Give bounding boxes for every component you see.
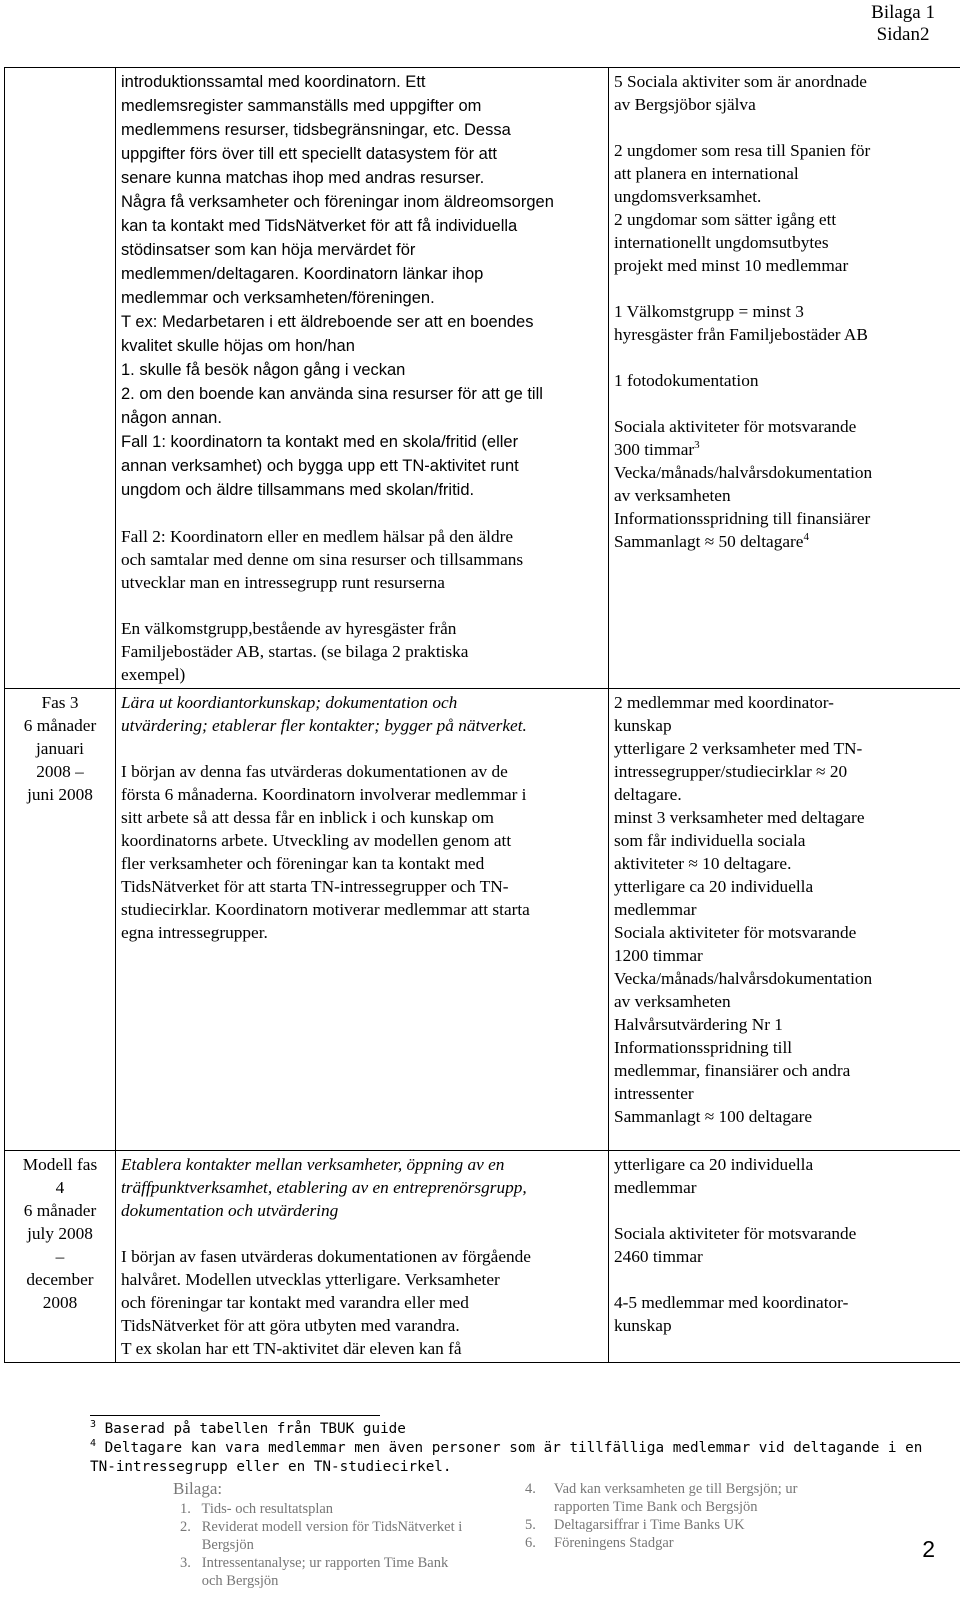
result-text: 1 Välkomstgrupp = minst 3 hyresgäster från Familjebostäder AB xyxy=(614,302,868,344)
result-text: Sociala aktiviteter för motsvarande 300 timmar$^3$ Vecka/månads/halvårsdokumentation av verksamheten Informationsspridning till finansiärer Sammanlagt ≈ 50 deltagare$^4$ xyxy=(614,417,873,551)
result-text: ytterligare ca 20 individuella medlemmar xyxy=(614,1155,814,1197)
result-text: 5 Sociala aktiviter som är anordnade av Bergsjöbor själva xyxy=(614,72,867,114)
plan-table xyxy=(4,67,960,1363)
result-cell xyxy=(609,689,960,1151)
bilaga-title: Bilaga: xyxy=(173,1479,223,1498)
result-cell xyxy=(609,1151,960,1363)
activity-text: introduktionssamtal med koordinatorn. Ett medlemsregister sammanställs med uppgifter om medlemmens resurser, tidsbegränsningar, etc. Dessa uppgifter förs över till ett speciellt datasystem för att senare kunna matchas ihop med andras resurser. Några få verksamheter och föreningar inom äldreomsorgen kan ta kontakt med TidsNätverket för att få individuella stödinsatser som kan höja mervärdet för medlemmen/deltagaren. Koordinatorn länkar ihop medlemmar och verksamheten/föreningen. T ex: Medarbetaren i ett äldreboende ser att en boendes kvalitet skulle höjas om hon/han 1. skulle få besök någon gång i veckan 2. om den boende kan använda sina resurser för att ge till någon annan. Fall 1: koordinatorn ta kontakt med en skola/fritid (eller annan verksamhet) och bygga upp ett TN-aktivitet runt ungdom och äldre tillsammans med skolan/fritid. xyxy=(121,73,554,499)
phase-label: Modell fas 4 6 månader july 2008 – december 2008 xyxy=(22,1155,98,1312)
result-cell xyxy=(609,68,960,689)
activity-text: I början av denna fas utvärderas dokumentationen av de första 6 månaderna. Koordinatorn involverar medlemmar i sitt arbete så att dessa får en inblick i och kunskap om koordinatorns arbete. Utveckling av modellen genom att fler verksamheter och föreningar kan ta kontakt med TidsNätverket för att starta TN-intressegrupper och TN- studiecirklar. Koordinatorn motiverar medlemmar att starta egna intressegrupper. xyxy=(121,762,530,942)
table-row xyxy=(5,68,960,689)
activity-text: En välkomstgrupp,bestående av hyresgäster från Familjebostäder AB, startas. (se bilaga 2 praktiska exempel) xyxy=(121,619,469,684)
footnote: $^3$ Baserad på tabellen från TBUK guide xyxy=(90,1419,406,1437)
activity-text: Fall 2: Koordinatorn eller en medlem hälsar på den äldre och samtalar med denne om sina resurser och tillsammans utvecklar man en intressegrupp runt resurserna xyxy=(121,527,524,592)
result-text: 1 fotodokumentation xyxy=(614,371,759,390)
activity-text: I början av fasen utvärderas dokumentationen av förgående halvåret. Modellen utvecklas ytterligare. Verksamheter och föreningar tar kontakt med varandra eller med TidsNätverket för att göra utbyten med varandra. T ex skolan har ett TN-aktivitet där eleven kan få xyxy=(121,1247,531,1358)
phase-cell xyxy=(5,1151,116,1363)
phase-cell xyxy=(5,68,116,689)
activity-cell xyxy=(116,689,609,1151)
footnote: $^4$ Deltagare kan vara medlemmar men även personer som är tillfälliga medlemmar vid deltagande i en TN-intressegrupp eller en TN-studiecirkel. xyxy=(90,1438,923,1475)
result-text: 2 ungdomer som resa till Spanien för att planera en international ungdomsverksamhet. 2 ungdomar som sätter igång ett internationellt ungdomsutbytes projekt med minst 10 medlemmar xyxy=(614,141,871,275)
footnote-ref: 3 xyxy=(694,439,700,452)
phase-summary: Etablera kontakter mellan verksamheter, öppning av en träffpunktverksamhet, etablering av en entreprenörsgrupp, dokumentation och utvärdering xyxy=(121,1155,527,1220)
phase-summary: Lära ut koordiantorkunskap; dokumentation och utvärdering; etablerar fler kontakter; bygger på nätverket. xyxy=(121,693,527,735)
bilaga-list-left: 1. Tids- och resultatsplan 2. Reviderat modell version för TidsNätverket i Bergsjön 3. Intressentanalyse; ur rapporten Time Bank och Bergsjön xyxy=(180,1501,463,1589)
result-text: 4-5 medlemmar med koordinator- kunskap xyxy=(614,1293,849,1335)
result-text: 2 medlemmar med koordinator- kunskap ytterligare 2 verksamheter med TN- intressegrupper/studiecirklar ≈ 20 deltagare. minst 3 verksamheter med deltagare som får individuella sociala aktiviteter ≈ 10 deltagare. ytterligare ca 20 individuella medlemmar Sociala aktiviteter för motsvarande 1200 timmar Vecka/månads/halvårsdokumentation av verksamheten Halvårsutvärdering Nr 1 Informationsspridning till medlemmar, finansiärer och andra intressenter Sammanlagt ≈ 100 deltagare xyxy=(614,693,873,1126)
phase-label: Fas 3 6 månader januari 2008 – juni 2008 xyxy=(23,693,97,804)
activity-cell xyxy=(116,68,609,689)
activity-cell xyxy=(116,1151,609,1363)
page-header xyxy=(871,2,935,46)
phase-cell xyxy=(5,689,116,1151)
page-number: 2 xyxy=(922,1536,935,1562)
table-row xyxy=(5,1151,960,1363)
footnote-divider xyxy=(90,1415,380,1416)
header-line-1: Bilaga 1 xyxy=(871,2,935,23)
result-text: Sociala aktiviteter för motsvarande 2460 timmar xyxy=(614,1224,857,1266)
footnote-ref: 4 xyxy=(803,531,809,544)
table-row xyxy=(5,689,960,1151)
header-line-2: Sidan2 xyxy=(876,24,930,45)
bilaga-list-right: 4. Vad kan verksamheten ge till Bergsjön; ur rapporten Time Bank och Bergsjön 5. Deltagarsiffrar i Time Banks UK 6. Föreningens Stadgar xyxy=(525,1481,798,1551)
